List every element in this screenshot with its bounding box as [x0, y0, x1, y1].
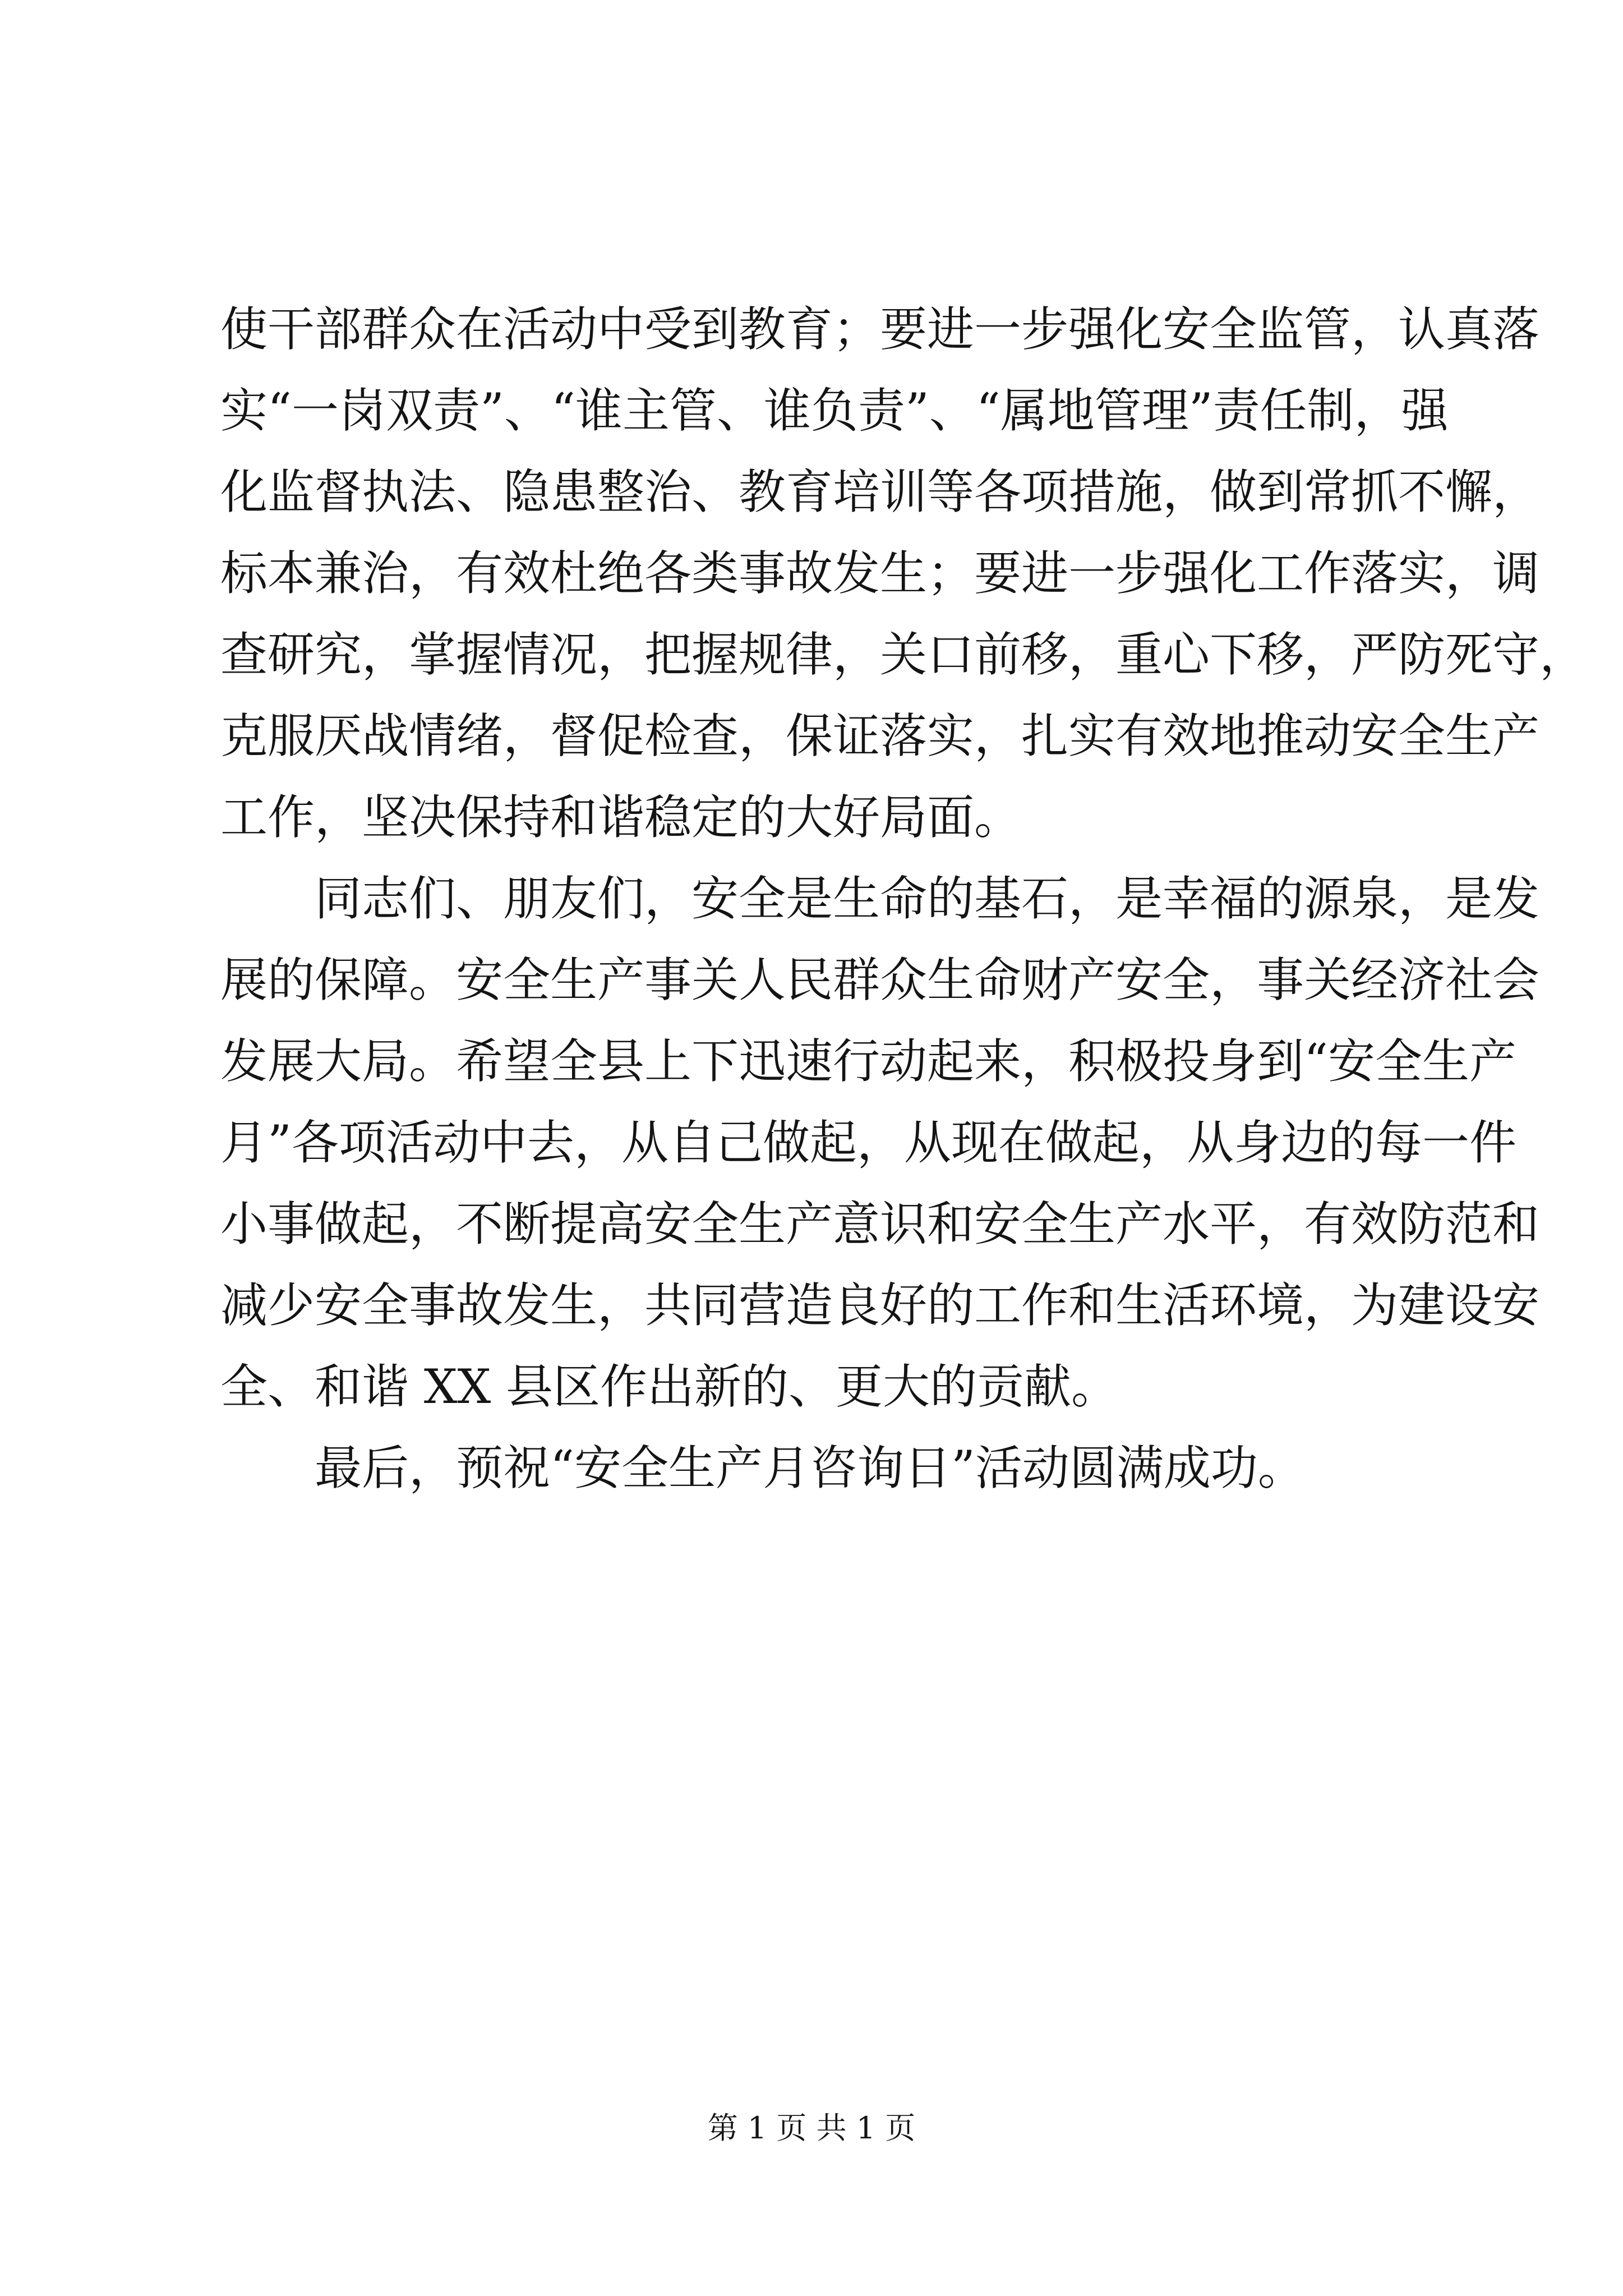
text-line: 化监督执法、隐患整治、教育培训等各项措施，做到常抓不懈，: [220, 464, 1540, 519]
text-line: 克服厌战情绪，督促检查，保证落实，扎实有效地推动安全生产: [220, 708, 1540, 763]
text-line: 查研究，掌握情况，把握规律，关口前移，重心下移，严防死守，: [220, 627, 1587, 682]
text-line: 展的保障。安全生产事关人民群众生命财产安全，事关经济社会: [220, 953, 1540, 1007]
text-line: 工作，坚决保持和谐稳定的大好局面。: [220, 790, 1022, 845]
text-line: 标本兼治，有效杜绝各类事故发生；要进一步强化工作落实，调: [220, 546, 1540, 601]
paragraph-2: [220, 858, 1540, 1428]
text-line: 全、和谐 XX 县区作出新的、更大的贡献。: [220, 1359, 1119, 1414]
paragraph-3: [220, 1428, 1413, 1509]
text-line: 月”各项活动中去，从自己做起，从现在做起，从身边的每一件: [220, 1115, 1516, 1170]
text-line: 发展大局。希望全县上下迅速行动起来，积极投身到“安全生产: [220, 1034, 1516, 1089]
body-text: [220, 289, 1587, 1509]
text-line: 减少安全事故发生，共同营造良好的工作和生活环境，为建设安: [220, 1278, 1540, 1333]
text-line: 小事做起，不断提高安全生产意识和安全生产水平，有效防范和: [220, 1197, 1540, 1251]
text-line: 最后，预祝“安全生产月咨询日”活动圆满成功。: [315, 1441, 1305, 1496]
text-line: 实“一岗双责”、“谁主管、谁负责”、“属地管理”责任制，强: [220, 383, 1449, 438]
text-line: 同志们、朋友们，安全是生命的基石，是幸福的源泉，是发: [315, 871, 1540, 926]
page-number-footer: 第 1 页 共 1 页: [707, 2110, 916, 2146]
paragraph-1: [220, 289, 1587, 858]
text-line: 使干部群众在活动中受到教育；要进一步强化安全监管，认真落: [220, 302, 1540, 357]
